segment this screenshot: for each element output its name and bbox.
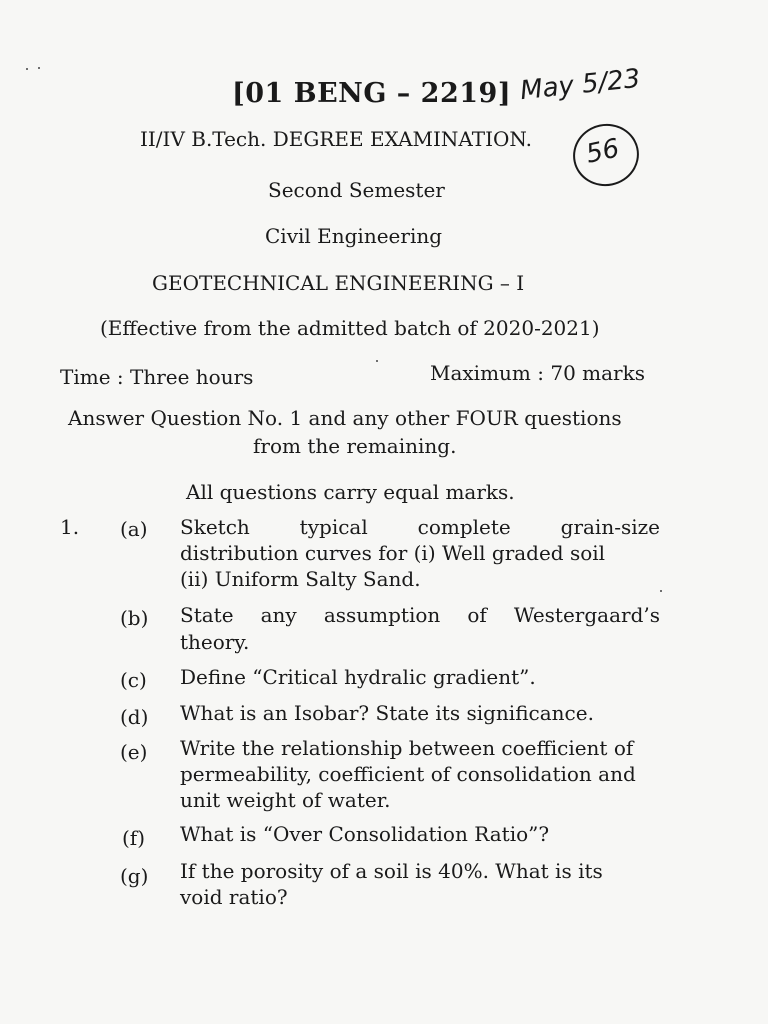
part-e-line-2: permeability, coefficient of consolidation and xyxy=(180,762,636,786)
handwritten-date: May 5/23 xyxy=(518,63,642,107)
instruction-line-2: from the remaining. xyxy=(253,434,457,458)
handwritten-circled-number xyxy=(567,118,644,192)
scan-speck xyxy=(38,67,40,69)
part-b-line-2: theory. xyxy=(180,630,250,654)
part-label-e: (e) xyxy=(120,740,148,764)
part-e-line-1: Write the relationship between coefficient of xyxy=(180,736,634,760)
part-label-d: (d) xyxy=(120,705,149,729)
time-allowed: Time : Three hours xyxy=(60,365,254,389)
part-e-line-3: unit weight of water. xyxy=(180,788,391,812)
subject-title: GEOTECHNICAL ENGINEERING – I xyxy=(152,271,525,295)
part-d-line-1: What is an Isobar? State its significance. xyxy=(180,701,594,725)
instruction-line-1: Answer Question No. 1 and any other FOUR questions xyxy=(68,406,622,430)
part-a-line-2: distribution curves for (i) Well graded soil xyxy=(180,541,606,565)
part-g-line-1: If the porosity of a soil is 40%. What is its xyxy=(180,859,603,883)
scan-speck xyxy=(660,590,662,592)
semester: Second Semester xyxy=(268,178,445,202)
scan-speck xyxy=(376,360,378,362)
part-label-g: (g) xyxy=(120,864,149,888)
circled-number-text: 56 xyxy=(583,133,623,170)
part-a-line-3: (ii) Uniform Salty Sand. xyxy=(180,567,421,591)
maximum-marks: Maximum : 70 marks xyxy=(430,361,645,385)
part-c-line-1: Define “Critical hydralic gradient”. xyxy=(180,665,536,689)
part-b-line-1: State any assumption of Westergaard’s xyxy=(180,603,660,627)
part-label-a: (a) xyxy=(120,517,148,541)
part-label-b: (b) xyxy=(120,606,149,630)
exam-title: II/IV B.Tech. DEGREE EXAMINATION. xyxy=(140,127,532,151)
effective-batch: (Effective from the admitted batch of 2020-2021) xyxy=(100,316,600,340)
question-number: 1. xyxy=(60,515,80,539)
branch: Civil Engineering xyxy=(265,224,443,248)
part-a-line-1: Sketch typical complete grain-size xyxy=(180,515,660,539)
scan-speck xyxy=(26,68,28,70)
part-label-f: (f) xyxy=(122,826,146,850)
part-label-c: (c) xyxy=(120,668,147,692)
paper-code: [01 BENG – 2219] xyxy=(232,78,512,109)
instruction-line-3: All questions carry equal marks. xyxy=(186,480,515,504)
part-f-line-1: What is “Over Consolidation Ratio”? xyxy=(180,822,550,846)
part-g-line-2: void ratio? xyxy=(180,885,288,909)
